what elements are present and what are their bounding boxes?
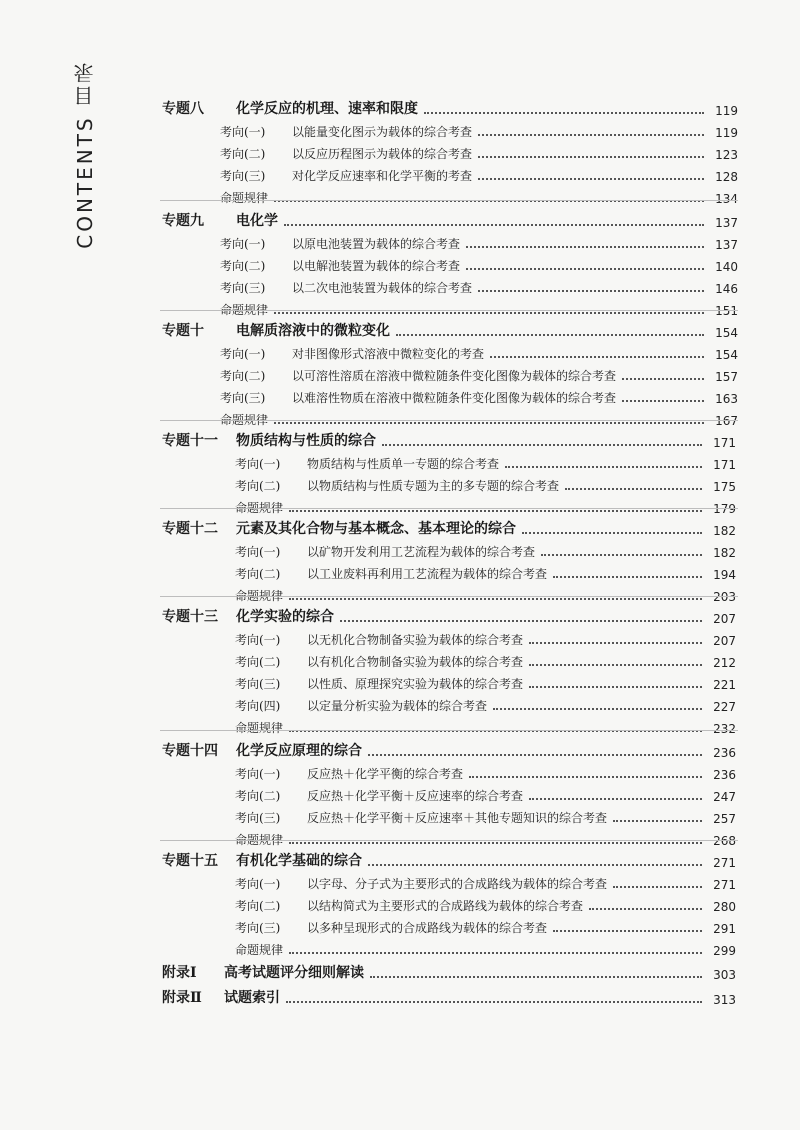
toc-subsection-entry[interactable] [235,782,736,804]
subsection-label: 考向(三) [220,169,266,183]
toc-subsection-entry[interactable] [220,162,738,184]
subsection-title: 以工业废料再利用工艺流程为载体的综合考查 [307,567,548,581]
toc-section-entry[interactable] [162,848,736,870]
dot-leader [274,422,704,424]
section-title: 电化学 [236,213,278,229]
toc-subsection-entry[interactable] [220,362,738,384]
section-divider [160,310,738,311]
subsection-title: 以物质结构与性质专题为主的多专题的综合考查 [307,479,560,493]
page-number: 271 [713,878,736,892]
appendix-title: 试题索引 [224,990,280,1006]
subsection-title: 以有机化合物制备实验为载体的综合考查 [307,655,524,669]
subsection-label: 考向(二) [235,899,281,913]
page-number: 194 [713,568,736,582]
subsection-label: 命题规律 [220,303,269,317]
subsection-label: 考向(二) [235,567,281,581]
page-number: 134 [715,192,738,206]
subsection-label: 命题规律 [235,501,284,515]
subsection-label: 考向(一) [235,633,281,647]
page-number: 171 [713,436,736,450]
subsection-label: 考向(二) [235,479,281,493]
section-number: 专题八 [162,101,204,117]
subsection-title: 对非图像形式溶液中微粒变化的考查 [292,347,485,361]
toc-section-entry[interactable] [162,604,736,626]
dot-leader [589,908,702,910]
section-divider [160,730,738,731]
subsection-label: 命题规律 [235,943,284,957]
subsection-title: 以难溶性物质在溶液中微粒随条件变化图像为载体的综合考查 [292,391,617,405]
toc-appendix-entry[interactable] [162,960,736,982]
dot-leader [286,1001,702,1003]
section-number: 专题十五 [162,853,218,869]
toc-section-entry[interactable] [162,96,738,118]
toc-pattern-entry[interactable] [235,714,736,736]
subsection-title: 反应热＋化学平衡的综合考查 [307,767,464,781]
subsection-label: 考向(二) [220,369,266,383]
subsection-title: 以原电池装置为载体的综合考查 [292,237,461,251]
page-number: 268 [713,834,736,848]
toc-pattern-entry[interactable] [235,582,736,604]
page-number: 157 [715,370,738,384]
toc-pattern-entry[interactable] [220,406,738,428]
dot-leader [289,842,702,844]
page-number: 232 [713,722,736,736]
subsection-label: 考向(三) [235,921,281,935]
subsection-title: 以结构简式为主要形式的合成路线为载体的综合考查 [307,899,584,913]
toc-subsection-entry[interactable] [220,384,738,406]
subsection-title: 以电解池装置为载体的综合考查 [292,259,461,273]
toc-pattern-entry[interactable] [235,494,736,516]
section-number: 专题十二 [162,521,218,537]
subsection-title: 以无机化合物制备实验为载体的综合考查 [307,633,524,647]
toc-pattern-entry[interactable] [220,184,738,206]
appendix-number: 附录Ⅱ [162,990,202,1006]
page-number: 299 [713,944,736,958]
dot-leader [529,798,702,800]
page-number: 151 [715,304,738,318]
subsection-title: 以多种呈现形式的合成路线为载体的综合考查 [307,921,548,935]
subsection-label: 考向(一) [235,767,281,781]
dot-leader [368,864,702,866]
page-number: 140 [715,260,738,274]
toc-subsection-entry[interactable] [220,340,738,362]
dot-leader [478,290,704,292]
dot-leader [284,224,704,226]
subsection-label: 考向(四) [235,699,281,713]
toc-subsection-entry[interactable] [220,140,738,162]
page-number: 146 [715,282,738,296]
dot-leader [382,444,702,446]
toc-subsection-entry[interactable] [235,450,736,472]
toc-pattern-entry[interactable] [220,296,738,318]
page-number: 280 [713,900,736,914]
page-number: 212 [713,656,736,670]
toc-pattern-entry[interactable] [235,936,736,958]
dot-leader [490,356,704,358]
toc-subsection-entry[interactable] [235,626,736,648]
section-title: 电解质溶液中的微粒变化 [236,323,390,339]
dot-leader [541,554,702,556]
toc-subsection-entry[interactable] [235,472,736,494]
subsection-label: 考向(一) [235,877,281,891]
page-number: 154 [715,326,738,340]
subsection-label: 考向(三) [235,677,281,691]
subsection-label: 考向(二) [235,655,281,669]
subsection-label: 命题规律 [220,191,269,205]
side-header-text: CONTENTS 目录 [73,60,97,249]
subsection-label: 考向(二) [220,147,266,161]
dot-leader [396,334,704,336]
page-number: 247 [713,790,736,804]
subsection-title: 反应热＋化学平衡＋反应速率＋其他专题知识的综合考查 [307,811,608,825]
toc-section-entry[interactable] [162,738,736,760]
page-number: 271 [713,856,736,870]
page-number: 257 [713,812,736,826]
subsection-label: 命题规律 [220,413,269,427]
subsection-title: 物质结构与性质单一专题的综合考查 [307,457,500,471]
dot-leader [493,708,702,710]
subsection-title: 以字母、分子式为主要形式的合成路线为载体的综合考查 [307,877,608,891]
subsection-title: 以反应历程图示为载体的综合考查 [292,147,473,161]
dot-leader [289,952,702,954]
page-number: 137 [715,238,738,252]
dot-leader [340,620,702,622]
page-number: 182 [713,546,736,560]
toc-appendix-entry[interactable] [162,985,736,1007]
subsection-label: 考向(一) [220,125,266,139]
toc-subsection-entry[interactable] [235,870,736,892]
page-number: 119 [715,126,738,140]
section-title: 物质结构与性质的综合 [236,433,376,449]
subsection-label: 考向(三) [235,811,281,825]
subsection-label: 命题规律 [235,833,284,847]
dot-leader [370,976,702,978]
subsection-label: 命题规律 [235,589,284,603]
page-number: 175 [713,480,736,494]
section-number: 专题十 [162,323,204,339]
page-number: 291 [713,922,736,936]
subsection-label: 考向(三) [220,281,266,295]
toc-section-entry[interactable] [162,318,738,340]
dot-leader [522,532,702,534]
dot-leader [529,664,702,666]
dot-leader [289,598,702,600]
toc-subsection-entry[interactable] [220,230,738,252]
section-title: 元素及其化合物与基本概念、基本理论的综合 [236,521,516,537]
dot-leader [368,754,702,756]
subsection-title: 反应热＋化学平衡＋反应速率的综合考查 [307,789,524,803]
toc-subsection-entry[interactable] [220,274,738,296]
dot-leader [529,686,702,688]
toc-subsection-entry[interactable] [235,892,736,914]
subsection-label: 命题规律 [235,721,284,735]
page-number: 313 [713,993,736,1007]
subsection-label: 考向(三) [220,391,266,405]
page-number: 203 [713,590,736,604]
page-number: 171 [713,458,736,472]
toc-subsection-entry[interactable] [220,252,738,274]
dot-leader [289,510,702,512]
section-divider [160,840,738,841]
dot-leader [478,156,704,158]
dot-leader [613,820,702,822]
section-number: 专题十四 [162,743,218,759]
toc-pattern-entry[interactable] [235,826,736,848]
page-number: 154 [715,348,738,362]
page-number: 167 [715,414,738,428]
page-number: 236 [713,768,736,782]
toc-section-entry[interactable] [162,428,736,450]
section-divider [160,420,738,421]
dot-leader [466,268,704,270]
dot-leader [613,886,702,888]
subsection-title: 以二次电池装置为载体的综合考查 [292,281,473,295]
page-number: 137 [715,216,738,230]
section-divider [160,200,738,201]
dot-leader [469,776,702,778]
toc-subsection-entry[interactable] [220,118,738,140]
page-number: 207 [713,612,736,626]
page-number: 163 [715,392,738,406]
appendix-number: 附录Ⅰ [162,965,197,981]
page-number: 221 [713,678,736,692]
dot-leader [505,466,702,468]
toc-subsection-entry[interactable] [235,538,736,560]
page-number: 182 [713,524,736,538]
section-divider [160,596,738,597]
page-number: 227 [713,700,736,714]
section-divider [160,508,738,509]
subsection-label: 考向(一) [235,457,281,471]
section-title: 化学反应的机理、速率和限度 [236,101,418,117]
subsection-title: 对化学反应速率和化学平衡的考查 [292,169,473,183]
dot-leader [622,400,704,402]
section-title: 化学实验的综合 [236,609,334,625]
page-number: 128 [715,170,738,184]
subsection-label: 考向(二) [235,789,281,803]
subsection-label: 考向(二) [220,259,266,273]
dot-leader [553,576,702,578]
toc-subsection-entry[interactable] [235,804,736,826]
dot-leader [424,112,704,114]
dot-leader [529,642,702,644]
appendix-title: 高考试题评分细则解读 [224,965,364,981]
page-number: 207 [713,634,736,648]
subsection-title: 以定量分析实验为载体的综合考查 [307,699,488,713]
dot-leader [553,930,702,932]
dot-leader [274,312,704,314]
toc-subsection-entry[interactable] [235,560,736,582]
subsection-label: 考向(一) [220,347,266,361]
section-number: 专题十三 [162,609,218,625]
dot-leader [622,378,704,380]
subsection-label: 考向(一) [235,545,281,559]
toc-subsection-entry[interactable] [235,692,736,714]
dot-leader [478,134,704,136]
dot-leader [466,246,704,248]
subsection-title: 以可溶性溶质在溶液中微粒随条件变化图像为载体的综合考查 [292,369,617,383]
section-number: 专题十一 [162,433,218,449]
page-number: 119 [715,104,738,118]
dot-leader [478,178,704,180]
page-number: 179 [713,502,736,516]
toc-subsection-entry[interactable] [235,670,736,692]
dot-leader [565,488,702,490]
subsection-label: 考向(一) [220,237,266,251]
page-number: 303 [713,968,736,982]
subsection-title: 以矿物开发利用工艺流程为载体的综合考查 [307,545,536,559]
subsection-title: 以性质、原理探究实验为载体的综合考查 [307,677,524,691]
toc-subsection-entry[interactable] [235,648,736,670]
section-title: 有机化学基础的综合 [236,853,362,869]
section-number: 专题九 [162,213,204,229]
toc-subsection-entry[interactable] [235,914,736,936]
toc-subsection-entry[interactable] [235,760,736,782]
subsection-title: 以能量变化图示为载体的综合考查 [292,125,473,139]
section-title: 化学反应原理的综合 [236,743,362,759]
toc-section-entry[interactable] [162,516,736,538]
toc-section-entry[interactable] [162,208,738,230]
page-number: 236 [713,746,736,760]
page-number: 123 [715,148,738,162]
